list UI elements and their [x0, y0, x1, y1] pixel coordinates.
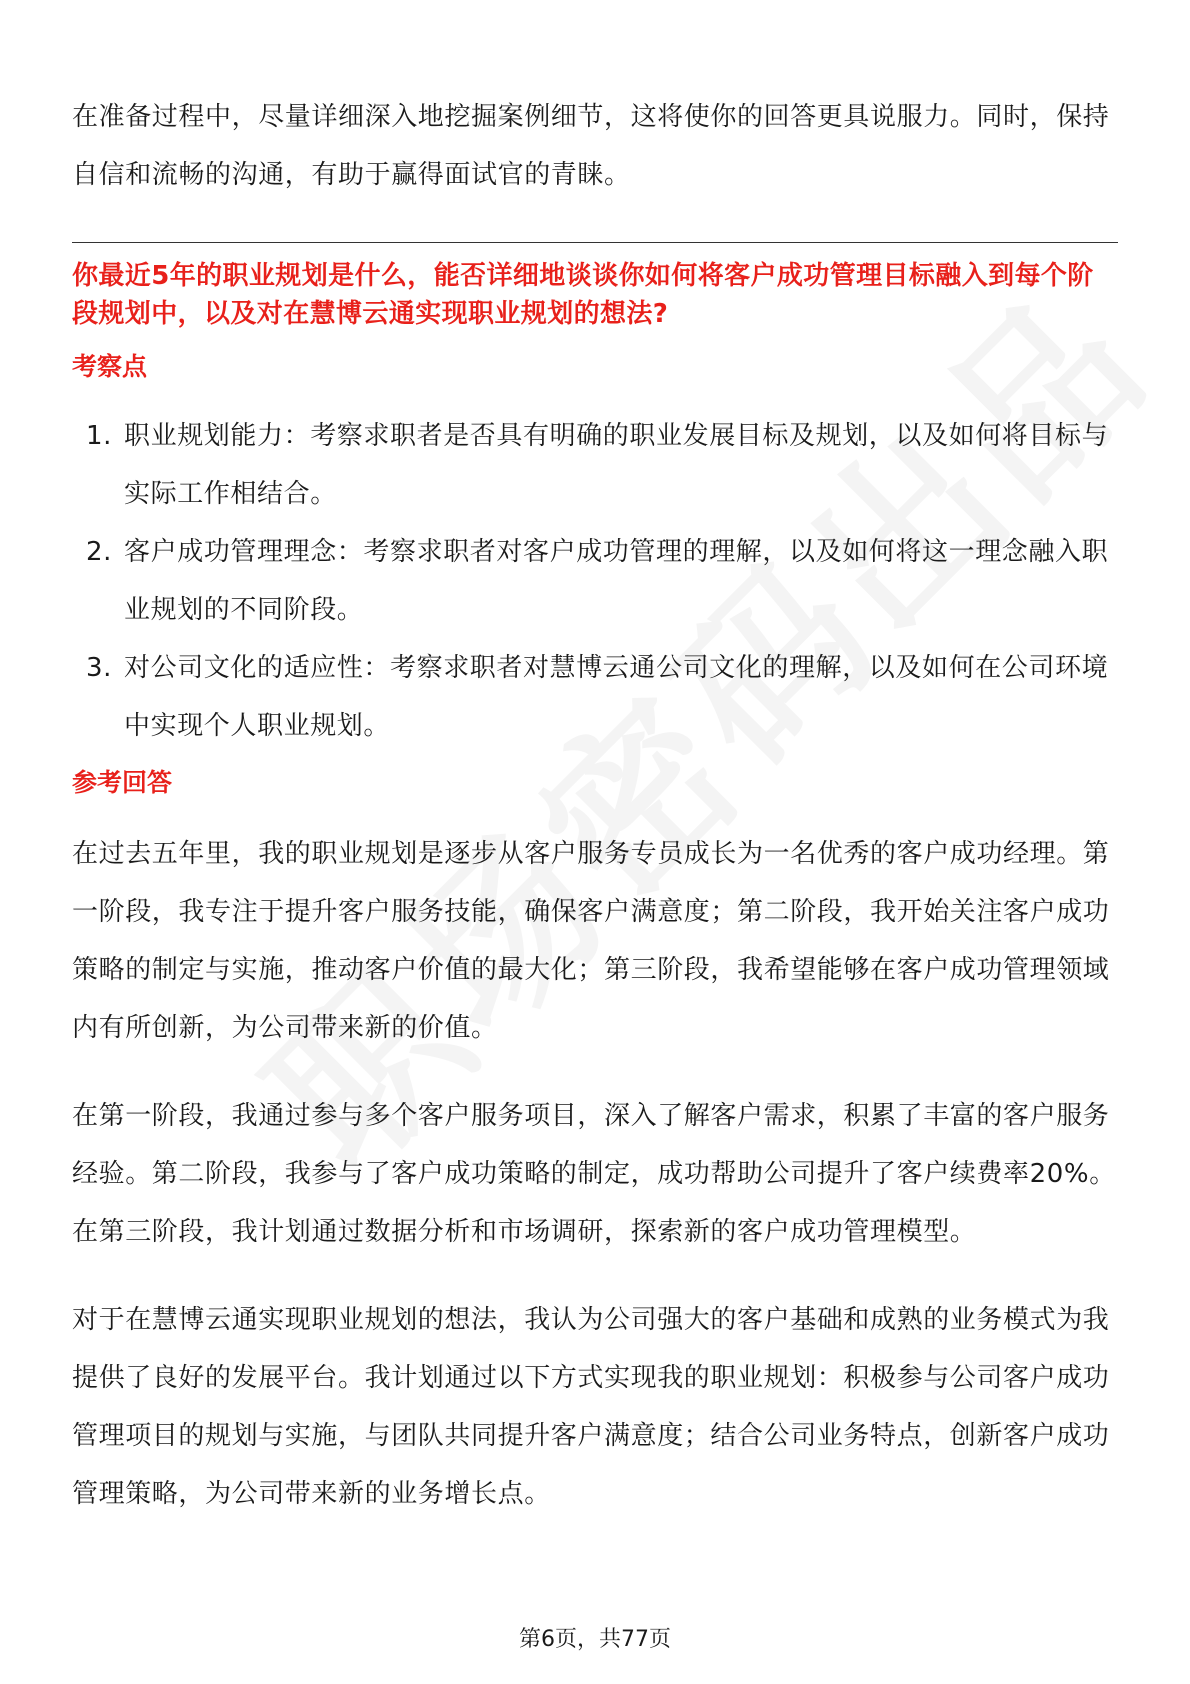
- intro-paragraph: 在准备过程中，尽量详细深入地挖掘案例细节，这将使你的回答更具说服力。同时，保持自信和流畅的沟通，有助于赢得面试官的青睐。: [72, 102, 1110, 190]
- list-item-number: 1.: [86, 421, 113, 451]
- answer-paragraph: 对于在慧博云通实现职业规划的想法，我认为公司强大的客户基础和成熟的业务模式为我提供了良好的发展平台。我计划通过以下方式实现我的职业规划：积极参与公司客户成功管理项目的规划与实施，与团队共同提升客户满意度；结合公司业务特点，创新客户成功管理策略，为公司带来新的业务增长点。: [72, 1305, 1110, 1509]
- list-item: [72, 639, 1118, 755]
- list-item-text: 客户成功管理理念：考察求职者对客户成功管理的理解，以及如何将这一理念融入职业规划的不同阶段。: [124, 537, 1109, 625]
- list-item-text: 对公司文化的适应性：考察求职者对慧博云通公司文化的理解，以及如何在公司环境中实现个人职业规划。: [124, 653, 1109, 741]
- answer-paragraph: 在过去五年里，我的职业规划是逐步从客户服务专员成长为一名优秀的客户成功经理。第一阶段，我专注于提升客户服务技能，确保客户满意度；第二阶段，我开始关注客户成功策略的制定与实施，推动客户价值的最大化；第三阶段，我希望能够在客户成功管理领域内有所创新，为公司带来新的价值。: [72, 839, 1110, 1043]
- reference-heading: 参考回答: [72, 768, 173, 797]
- assessment-list: [72, 407, 1118, 755]
- page-content: [72, 88, 1118, 1523]
- list-item-number: 2.: [86, 537, 113, 567]
- assessment-heading: 考察点: [72, 352, 148, 381]
- list-item: [72, 523, 1118, 639]
- question-title: 你最近5年的职业规划是什么，能否详细地谈谈你如何将客户成功管理目标融入到每个阶段规划中，以及对在慧博云通实现职业规划的想法?: [72, 261, 1094, 329]
- answer-paragraph: 在第一阶段，我通过参与多个客户服务项目，深入了解客户需求，积累了丰富的客户服务经验。第二阶段，我参与了客户成功策略的制定，成功帮助公司提升了客户续费率20%。在第三阶段，我计划通过数据分析和市场调研，探索新的客户成功管理模型。: [72, 1101, 1116, 1247]
- list-item-number: 3.: [86, 653, 113, 683]
- list-item: [72, 407, 1118, 523]
- list-item-text: 职业规划能力：考察求职者是否具有明确的职业发展目标及规划，以及如何将目标与实际工作相结合。: [124, 421, 1109, 509]
- page-number: 第6页，共77页: [519, 1627, 671, 1652]
- section-divider: [72, 242, 1118, 243]
